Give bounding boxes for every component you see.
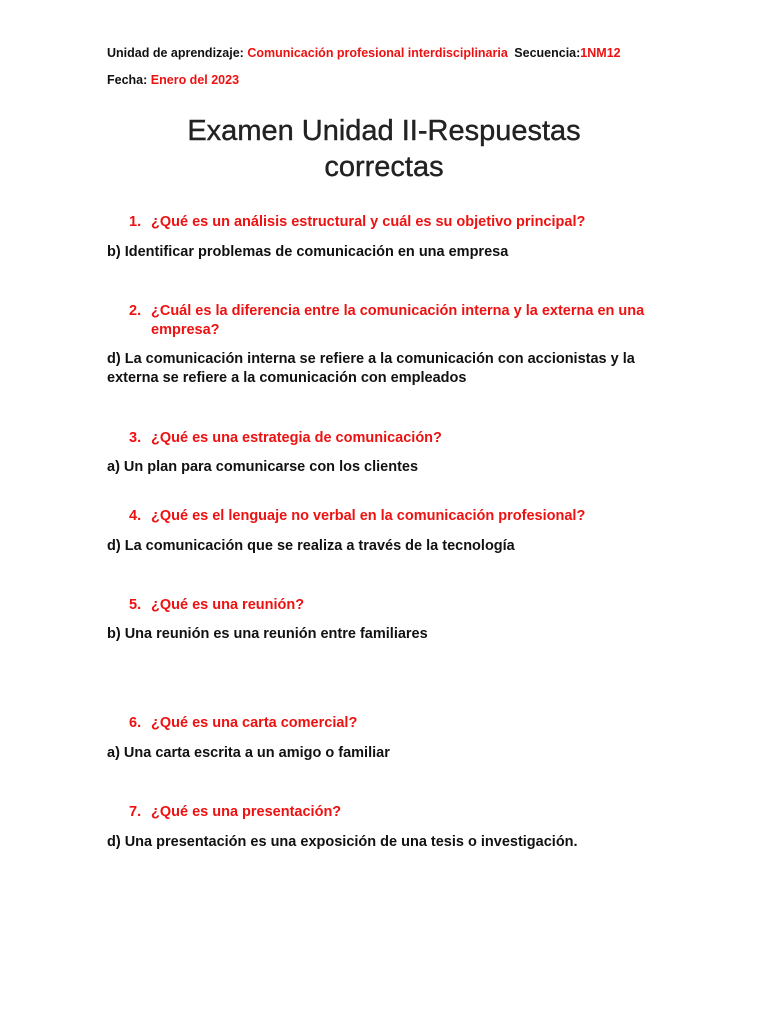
question-number: 7. <box>129 804 142 820</box>
answer-3: a) Un plan para comunicarse con los clientes <box>107 459 419 475</box>
question-1 <box>129 213 689 232</box>
question-text: ¿Qué es una reunión? <box>151 597 305 613</box>
question-text: ¿Qué es una carta comercial? <box>151 715 358 731</box>
date-value: Enero del 2023 <box>150 73 240 87</box>
sequence-label: Secuencia: <box>514 46 581 60</box>
question-3 <box>129 429 689 448</box>
question-7 <box>129 803 689 822</box>
question-4 <box>129 507 689 526</box>
question-number: 3. <box>129 430 142 446</box>
question-text: ¿Cuál es la diferencia entre la comunicación interna y la externa en una empresa? <box>151 303 645 338</box>
question-text: ¿Qué es una presentación? <box>151 804 342 820</box>
page-title <box>0 113 768 185</box>
answer-2: d) La comunicación interna se refiere a la comunicación con accionistas y la externa se refiere a la comunicación con empleados <box>107 351 635 386</box>
date-line <box>107 73 239 87</box>
question-text: ¿Qué es una estrategia de comunicación? <box>151 430 442 446</box>
question-6 <box>129 714 689 733</box>
answer-5: b) Una reunión es una reunión entre familiares <box>107 626 428 642</box>
sequence-value: 1NM12 <box>580 46 621 60</box>
question-number: 2. <box>129 303 142 319</box>
question-number: 4. <box>129 508 142 524</box>
title-line-1: Examen Unidad II-Respuestas <box>187 115 581 147</box>
question-2 <box>129 302 689 340</box>
unit-line <box>107 46 621 60</box>
answer-1: b) Identificar problemas de comunicación en una empresa <box>107 244 509 260</box>
question-5 <box>129 596 689 615</box>
question-number: 5. <box>129 597 142 613</box>
answer-7: d) Una presentación es una exposición de una tesis o investigación. <box>107 834 578 850</box>
question-number: 6. <box>129 715 142 731</box>
question-text: ¿Qué es el lenguaje no verbal en la comunicación profesional? <box>151 508 586 524</box>
answer-6: a) Una carta escrita a un amigo o familiar <box>107 745 390 761</box>
title-line-2: correctas <box>324 151 444 183</box>
question-text: ¿Qué es un análisis estructural y cuál es su objetivo principal? <box>151 214 586 230</box>
question-number: 1. <box>129 214 142 230</box>
unit-label: Unidad de aprendizaje: <box>107 46 244 60</box>
unit-value: Comunicación profesional interdisciplinaria <box>247 46 508 60</box>
date-label: Fecha: <box>107 73 148 87</box>
answer-4: d) La comunicación que se realiza a través de la tecnología <box>107 538 515 554</box>
